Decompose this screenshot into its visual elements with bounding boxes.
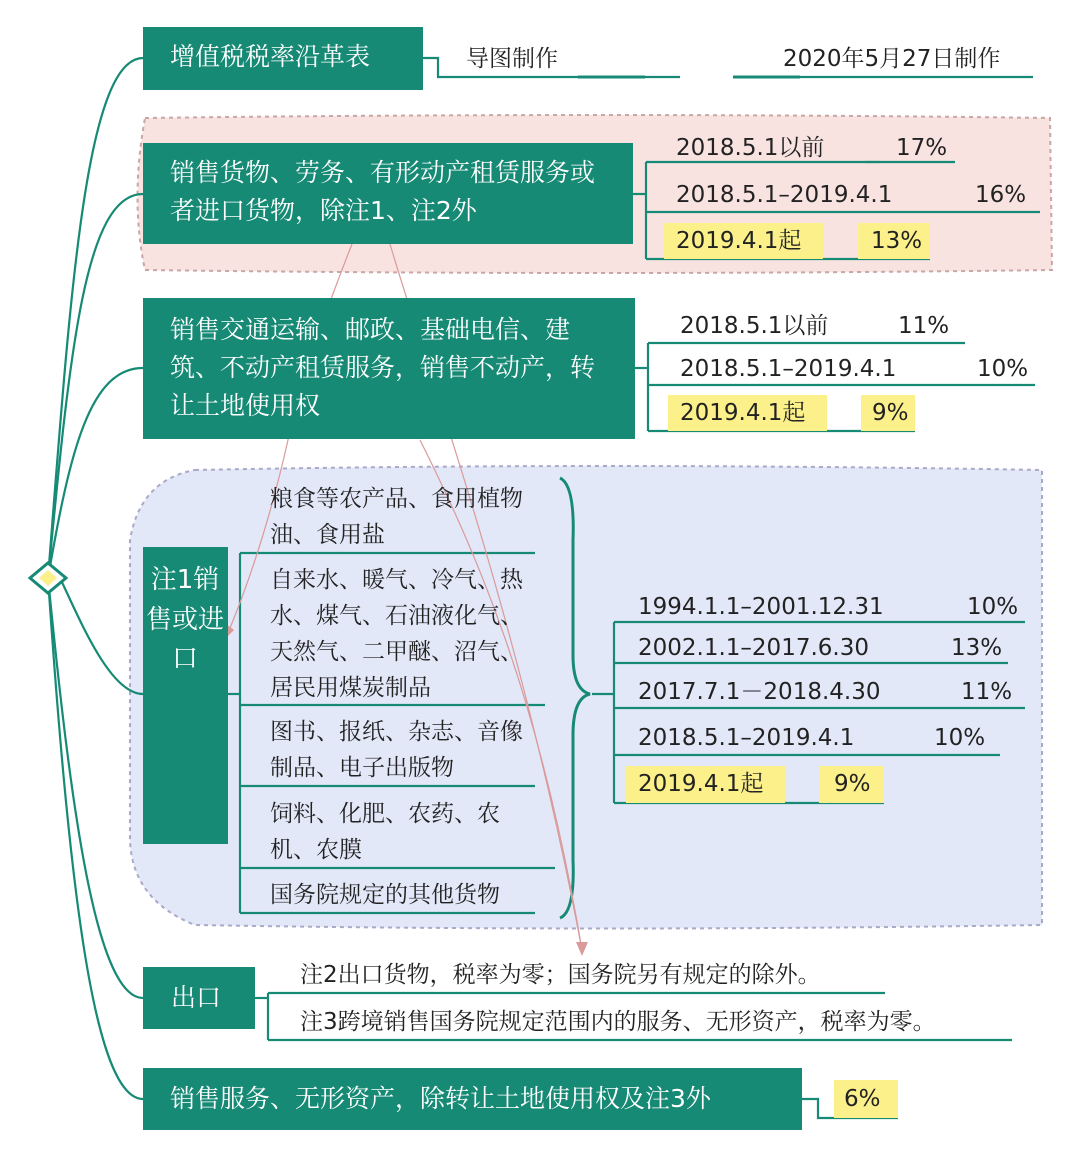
note1-rate-3: 11% bbox=[961, 679, 1013, 705]
note1-period-4: 2018.5.1–2019.4.1 bbox=[638, 725, 855, 751]
title-node[interactable] bbox=[143, 27, 423, 90]
goods-rate-1: 17% bbox=[896, 135, 948, 161]
title-text: 增值税税率沿革表 bbox=[170, 42, 371, 71]
note1-category-3: 图书、报纸、杂志、音像制品、电子出版物 bbox=[270, 719, 523, 781]
transport-period-3: 2019.4.1起 bbox=[680, 400, 806, 426]
goods-rate-2: 16% bbox=[975, 182, 1027, 208]
note1-category-5: 国务院规定的其他货物 bbox=[270, 882, 500, 908]
services-node[interactable] bbox=[143, 1068, 802, 1130]
export-label: 出口 bbox=[171, 983, 222, 1012]
note1-period-5: 2019.4.1起 bbox=[638, 771, 764, 797]
note1-rate-5: 9% bbox=[834, 771, 871, 797]
services-label: 销售服务、无形资产，除转让土地使用权及注3外 bbox=[170, 1084, 711, 1113]
goods-period-1: 2018.5.1以前 bbox=[676, 135, 825, 161]
note1-period-1: 1994.1.1–2001.12.31 bbox=[638, 594, 884, 620]
goods-period-2: 2018.5.1–2019.4.1 bbox=[676, 182, 893, 208]
export-note-2: 注2出口货物，税率为零；国务院另有规定的除外。 bbox=[300, 962, 821, 988]
note1-period-3: 2017.7.1－2018.4.30 bbox=[638, 679, 881, 705]
transport-rate-3: 9% bbox=[872, 400, 909, 426]
date-label: 2020年5月27日制作 bbox=[783, 46, 1001, 72]
goods-rate-3: 13% bbox=[871, 228, 923, 254]
note1-rate-4: 10% bbox=[934, 725, 986, 751]
transport-period-2: 2018.5.1–2019.4.1 bbox=[680, 356, 897, 382]
transport-label: 销售交通运输、邮政、基础电信、建筑、不动产租赁服务，销售不动产，转让土地使用权 bbox=[170, 315, 596, 420]
transport-period-1: 2018.5.1以前 bbox=[680, 313, 829, 339]
export-node[interactable] bbox=[143, 967, 255, 1029]
note1-rate-2: 13% bbox=[951, 635, 1003, 661]
note1-category-2: 自来水、暖气、冷气、热水、煤气、石油液化气、天然气、二甲醚、沼气、居民用煤炭制品 bbox=[270, 567, 523, 701]
note1-rate-1: 10% bbox=[967, 594, 1019, 620]
transport-rate-1: 11% bbox=[898, 313, 950, 339]
transport-rate-2: 10% bbox=[977, 356, 1029, 382]
note1-category-4: 饲料、化肥、农药、农机、农膜 bbox=[270, 801, 500, 863]
goods-label: 销售货物、劳务、有形动产租赁服务或者进口货物，除注1、注2外 bbox=[170, 158, 596, 225]
root-diamond-icon bbox=[30, 563, 66, 593]
author-label: 导图制作 bbox=[466, 46, 558, 72]
note1-period-2: 2002.1.1–2017.6.30 bbox=[638, 635, 869, 661]
note1-category-1: 粮食等农产品、食用植物油、食用盐 bbox=[270, 486, 523, 548]
transport-node[interactable] bbox=[143, 298, 635, 439]
goods-period-3: 2019.4.1起 bbox=[676, 228, 802, 254]
export-note-3: 注3跨境销售国务院规定范围内的服务、无形资产，税率为零。 bbox=[300, 1009, 936, 1035]
services-rate: 6% bbox=[844, 1086, 881, 1112]
note1-label: 注1销售或进口 bbox=[145, 565, 224, 674]
goods-node[interactable] bbox=[143, 143, 633, 244]
